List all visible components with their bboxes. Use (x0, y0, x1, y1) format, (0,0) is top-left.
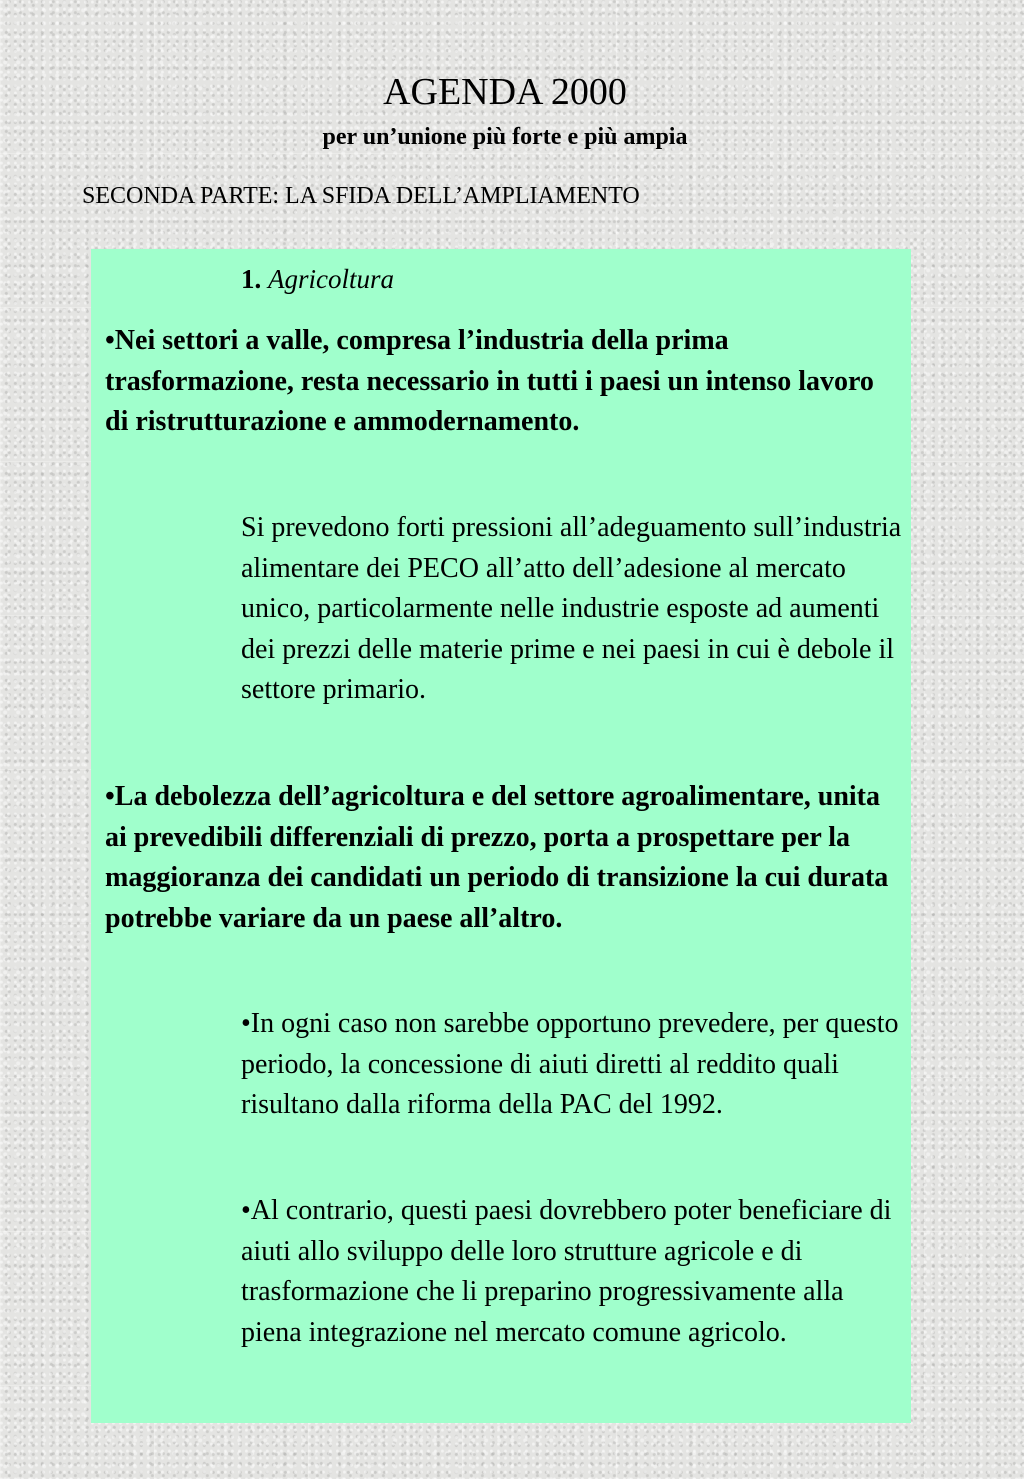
paragraph-direct-aid: •In ogni caso non sarebbe opportuno prevedere, per questo periodo, la concessione di aiuti diretti al reddito quali risultano dalla riforma della PAC del 1992. (241, 1008, 899, 1120)
page-title: AGENDA 2000 (383, 71, 627, 113)
paragraph-downstream-sectors: •Nei settori a valle, compresa l’industria della prima trasformazione, resta necessario in tutti i paesi un intenso lavoro di ristrutturazione e ammodernamento. (105, 325, 874, 437)
page-subtitle: per un’unione più forte e più ampia (322, 124, 688, 150)
box-heading (241, 262, 394, 296)
heading-topic: Agricoltura (268, 264, 394, 294)
paragraph-transition-period: •La debolezza dell’agricoltura e del settore agroalimentare, unita ai prevedibili differenziali di prezzo, porta a prospettare per la maggioranza dei candidati un periodo di transizione la cui durata potrebbe variare da un paese all’altro. (105, 781, 889, 934)
section-heading: SECONDA PARTE: LA SFIDA DELL’AMPLIAMENTO (82, 183, 640, 209)
paragraph-structural-aid: •Al contrario, questi paesi dovrebbero poter beneficiare di aiuti allo sviluppo delle loro strutture agricole e di trasformazione che li preparino progressivamente alla piena integrazione nel mercato comune agricolo. (241, 1195, 892, 1348)
heading-number: 1. (241, 264, 262, 294)
paragraph-adjustment-pressures: Si prevedono forti pressioni all’adeguamento sull’industria alimentare dei PECO all’atto dell’adesione al mercato unico, particolarmente nelle industrie esposte ad aumenti dei prezzi delle materie prime e nei paesi in cui è debole il settore primario. (241, 512, 902, 705)
